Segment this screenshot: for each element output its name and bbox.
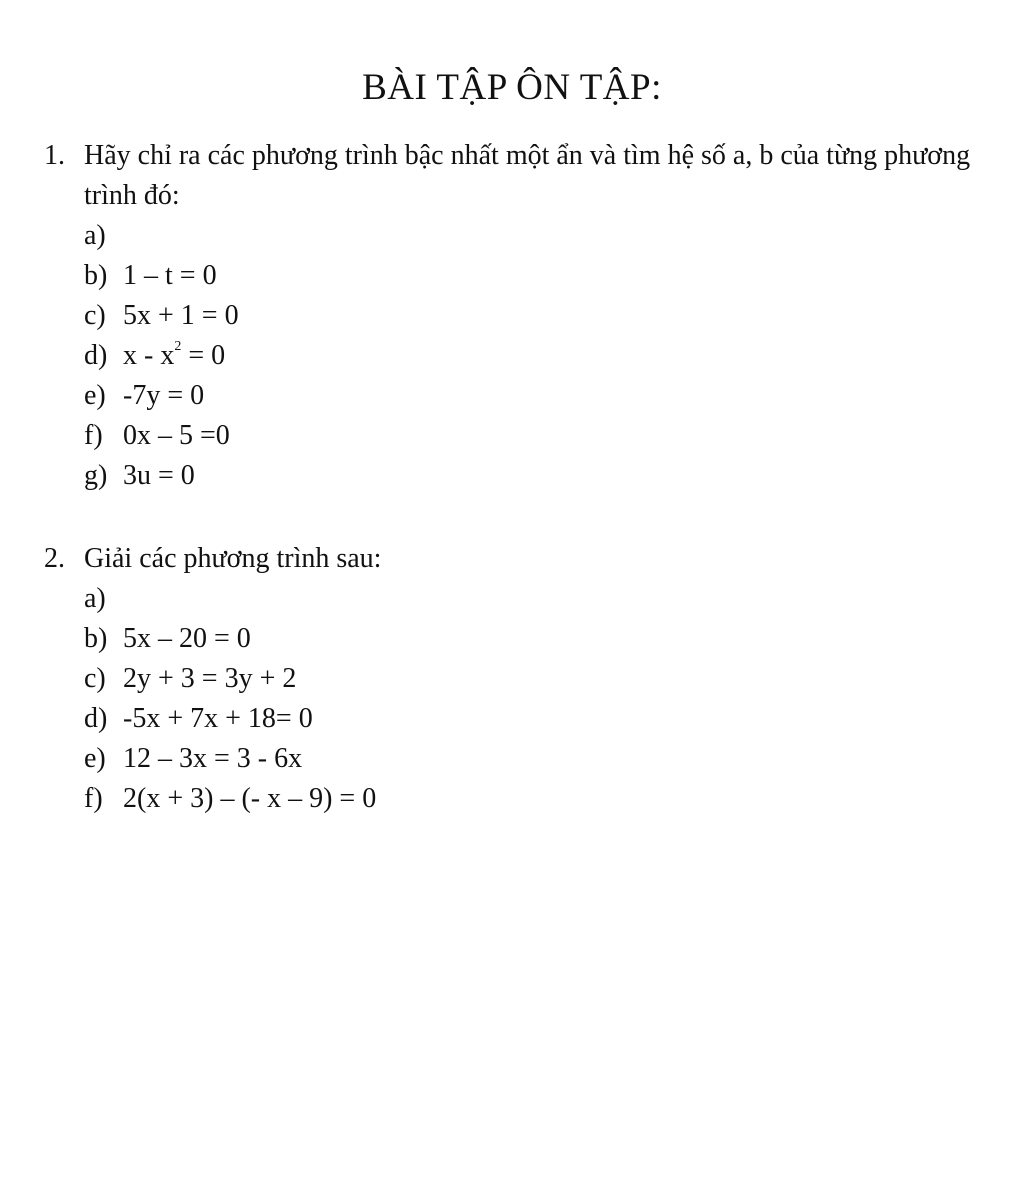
item-label: e) (84, 380, 106, 411)
question-number: 2. (44, 543, 65, 574)
item-label: f) (84, 420, 103, 451)
list-item (44, 699, 984, 739)
equation-part: = 0 (181, 340, 226, 371)
item-label: d) (84, 340, 108, 371)
item-label: g) (84, 460, 108, 491)
item-equation: 2(x + 3) – (- x – 9) = 0 (123, 783, 377, 814)
question-2-items (44, 579, 984, 819)
item-label: c) (84, 300, 106, 331)
list-item (44, 416, 984, 456)
item-equation: -7y = 0 (123, 380, 205, 411)
question-text: Hãy chỉ ra các phương trình bậc nhất một ẩn và tìm hệ số a, b của từng phương trình đó: (84, 140, 971, 211)
list-item (44, 216, 984, 256)
item-equation: 1 – t = 0 (123, 260, 217, 291)
item-equation: 2y + 3 = 3y + 2 (123, 663, 297, 694)
item-equation: -5x + 7x + 18= 0 (123, 703, 313, 734)
item-label: e) (84, 743, 106, 774)
list-item (44, 739, 984, 779)
equation-part: x - x (123, 340, 175, 371)
item-equation: 3u = 0 (123, 460, 195, 491)
question-2-heading (44, 539, 984, 579)
list-item (44, 619, 984, 659)
list-item (44, 779, 984, 819)
item-label: f) (84, 783, 103, 814)
question-1 (44, 136, 984, 496)
item-equation: 5x + 1 = 0 (123, 300, 239, 331)
item-label: b) (84, 623, 108, 654)
item-label: d) (84, 703, 108, 734)
list-item (44, 296, 984, 336)
document-title: BÀI TẬP ÔN TẬP: (362, 67, 662, 108)
list-item (44, 659, 984, 699)
question-number: 1. (44, 140, 65, 171)
item-label: b) (84, 260, 108, 291)
item-equation: 0x – 5 =0 (123, 420, 230, 451)
item-label: a) (84, 220, 106, 251)
question-1-items (44, 216, 984, 496)
item-equation: 12 – 3x = 3 - 6x (123, 743, 303, 774)
question-1-heading (44, 136, 984, 216)
list-item (44, 336, 984, 376)
item-label: a) (84, 583, 106, 614)
exponent: 2 (174, 338, 182, 354)
question-2 (44, 539, 984, 819)
question-text: Giải các phương trình sau: (84, 543, 382, 574)
list-item (44, 256, 984, 296)
list-item (44, 579, 984, 619)
list-item (44, 456, 984, 496)
item-label: c) (84, 663, 106, 694)
list-item (44, 376, 984, 416)
item-equation (123, 336, 225, 376)
item-equation: 5x – 20 = 0 (123, 623, 251, 654)
